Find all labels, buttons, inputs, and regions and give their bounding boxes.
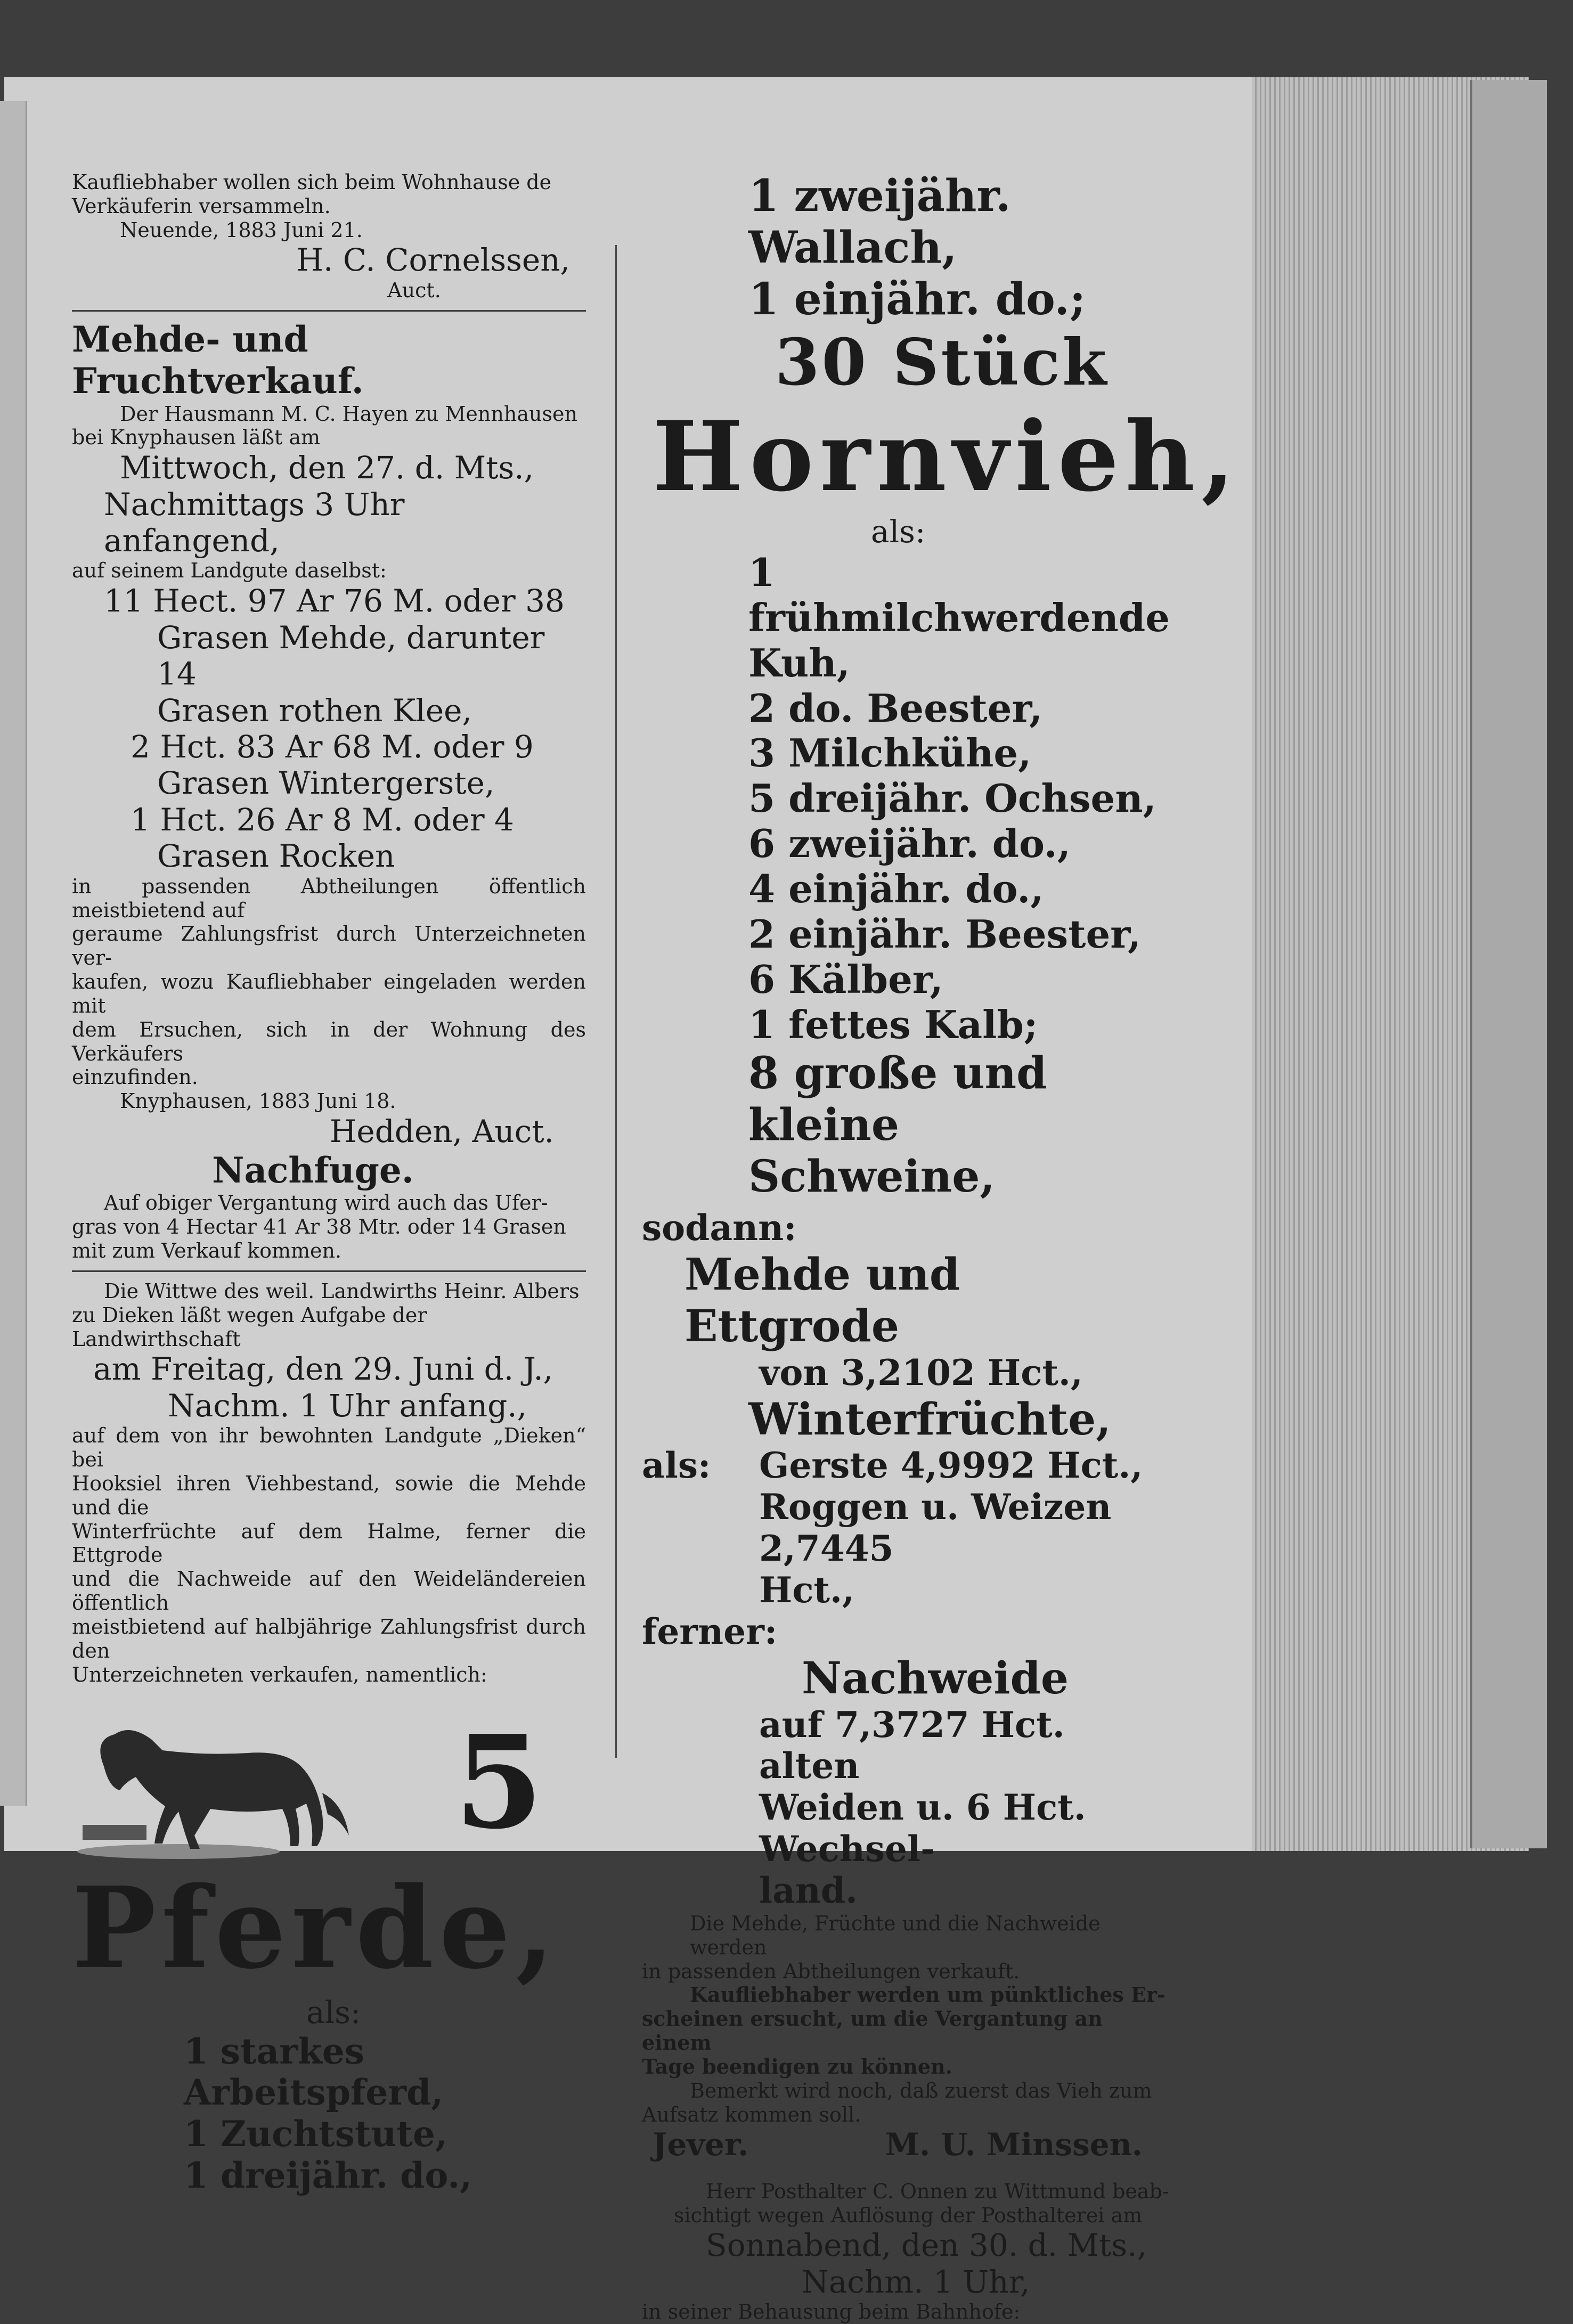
signer-name: M. U. Minssen.: [885, 2126, 1143, 2163]
sale-date: Mittwoch, den 27. d. Mts.,: [120, 450, 534, 486]
grain-item: Gerste 4,9992 Hct.,: [759, 1445, 1143, 1487]
ferner-label: ferner:: [642, 1610, 778, 1652]
cattle-item: 6 Kälber,: [748, 957, 943, 1002]
column-divider: [615, 245, 617, 1758]
mehde-headline: Mehde und Ettgrode: [684, 1249, 960, 1352]
horse-item: 1 dreijähr. do.,: [184, 2155, 472, 2197]
stueck-headline: 30 Stück: [775, 325, 1109, 401]
horse-illustration: [72, 1702, 360, 1862]
land-item: Grasen Mehde, darunter 14: [157, 619, 545, 692]
sale-place: in seiner Behausung beim Bahnhofe:: [642, 2300, 1021, 2324]
note-line: Die Mehde, Früchte und die Nachweide werden: [690, 1911, 1101, 1959]
horse-item: 1 Zuchtstute,: [184, 2113, 447, 2155]
cattle-item: 2 einjähr. Beester,: [748, 911, 1142, 957]
ad-intro: zu Dieken läßt wegen Aufgabe der Landwirthschaft: [72, 1303, 427, 1351]
ad-body-line: Hooksiel ihren Viehbestand, sowie die Mehde und die: [72, 1471, 586, 1519]
sodann-label: sodann:: [642, 1207, 797, 1249]
ad-body-line: kaufen, wozu Kaufliebhaber eingeladen werden mit: [72, 970, 586, 1017]
ad-body-line: in passenden Abtheilungen öffentlich meistbietend auf: [72, 874, 586, 922]
land-item: Grasen rothen Klee,: [157, 692, 472, 729]
pferde-headline: Pferde,: [72, 1862, 560, 1994]
ad-title: Mehde- und Fruchtverkauf.: [72, 318, 364, 402]
left-column: [72, 170, 586, 2197]
mehde-size: von 3,2102 Hct.,: [759, 1351, 1083, 1393]
nachweide-line: auf 7,3727 Hct. alten: [759, 1703, 1065, 1787]
sale-time: Nachmittags 3 Uhr anfangend,: [104, 486, 405, 559]
ad-body-line: auf dem von ihr bewohnten Landgute „Dieken“ bei: [72, 1424, 586, 1472]
nachweide-headline: Nachweide: [802, 1652, 1069, 1704]
cattle-item: 6 zweijähr. do.,: [748, 821, 1071, 867]
section-rule: [642, 2171, 1175, 2172]
book-cover-edge: [1470, 80, 1547, 1848]
sale-place: auf seinem Landgute daselbst:: [72, 559, 387, 583]
winter-headline: Winterfrüchte,: [748, 1393, 1111, 1445]
ad-body-line: dem Ersuchen, sich in der Wohnung des Verkäufers: [72, 1017, 586, 1065]
ad-intro: Die Wittwe des weil. Landwirths Heinr. Albers: [104, 1279, 580, 1303]
land-item: 11 Hect. 97 Ar 76 M. oder 38: [104, 583, 565, 619]
horse-item: 1 starkes Arbeitspferd,: [184, 2030, 444, 2114]
grain-item: Roggen u. Weizen 2,7445: [759, 1486, 1112, 1570]
date-line: Neuende, 1883 Juni 21.: [120, 218, 363, 242]
ad-body-line: Auf obiger Vergantung wird auch das Ufer-: [104, 1191, 548, 1215]
note-line: scheinen ersucht, um die Vergantung an einem: [642, 2007, 1103, 2055]
sale-time: Nachm. 1 Uhr anfang.,: [168, 1387, 527, 1424]
cattle-item: 1 fettes Kalb;: [748, 1002, 1038, 1048]
ad-body-line: geraume Zahlungsfrist durch Unterzeichneten ver-: [72, 922, 586, 970]
cattle-item: 3 Milchkühe,: [748, 730, 1032, 776]
horse-illustration-row: [72, 1702, 586, 1862]
section-rule: [72, 310, 586, 312]
ad-intro: bei Knyphausen läßt am: [72, 426, 321, 450]
land-item: 1 Hct. 26 Ar 8 M. oder 4: [131, 801, 514, 838]
previous-page-edge: [0, 101, 27, 1806]
pig-item: Schweine,: [748, 1151, 996, 1202]
note-line: Tage beendigen zu können.: [642, 2054, 952, 2078]
horse-count: 5: [454, 1707, 543, 1858]
signature-name: H. C. Cornelssen,: [296, 242, 570, 279]
signature-name: Hedden, Auct.: [329, 1113, 554, 1150]
cattle-item: 1 frühmilchwerdende Kuh,: [748, 549, 1170, 686]
ad-body-line: Winterfrüchte auf dem Halme, ferner die Ettgrode: [72, 1519, 586, 1567]
sale-date: Sonnabend, den 30. d. Mts.,: [706, 2227, 1147, 2264]
ad-body-line: Unterzeichneten verkaufen, namentlich:: [72, 1662, 487, 1686]
ad-intro: Der Hausmann M. C. Hayen zu Mennhausen: [120, 402, 577, 426]
als-label: als:: [306, 1994, 361, 2031]
note-line: Bemerkt wird noch, daß zuerst das Vieh zum: [690, 2078, 1152, 2102]
note-line: Aufsatz kommen soll.: [642, 2102, 861, 2126]
grain-row: [642, 1445, 1175, 1487]
ad-body-line: gras von 4 Hectar 41 Ar 38 Mtr. oder 14 Grasen: [72, 1215, 566, 1239]
date-line: Knyphausen, 1883 Juni 18.: [120, 1089, 396, 1113]
land-item: 2 Hct. 83 Ar 68 M. oder 9: [131, 729, 534, 765]
pig-item: 8 große und kleine: [748, 1048, 1047, 1151]
right-column: [642, 170, 1241, 2324]
intro-line: Verkäuferin versammeln.: [72, 194, 331, 218]
ad-intro: Herr Posthalter C. Onnen zu Wittmund beab-: [706, 2179, 1169, 2203]
sale-time: Nachm. 1 Uhr,: [802, 2263, 1030, 2300]
cattle-item: 5 dreijähr. Ochsen,: [748, 776, 1156, 821]
grain-item: Hct.,: [759, 1569, 854, 1611]
section-rule: [72, 1270, 586, 1272]
hornvieh-headline: Hornvieh,: [653, 400, 1241, 513]
als-label: als:: [642, 1445, 711, 1487]
signature-row: [642, 2126, 1175, 2163]
nachweide-line: land.: [759, 1870, 858, 1912]
ad-title: Nachfuge.: [212, 1149, 414, 1191]
ad-body-line: mit zum Verkauf kommen.: [72, 1239, 342, 1263]
intro-line: Kaufliebhaber wollen sich beim Wohnhause de: [72, 170, 552, 194]
signature-title: Auct.: [387, 278, 441, 302]
cattle-item: 4 einjähr. do.,: [748, 866, 1044, 912]
cattle-item: 2 do. Beester,: [748, 685, 1043, 731]
note-line: Kaufliebhaber werden um pünktliches Er-: [690, 1983, 1166, 2007]
livestock-item: 1 zweijähr. Wallach,: [748, 170, 1011, 273]
land-item: Grasen Wintergerste,: [157, 765, 495, 802]
sale-date: am Freitag, den 29. Juni d. J.,: [93, 1351, 553, 1388]
livestock-item: 1 einjähr. do.;: [748, 273, 1086, 325]
ad-body-line: meistbietend auf halbjährige Zahlungsfrist durch den: [72, 1614, 586, 1662]
ad-body-line: einzufinden.: [72, 1065, 198, 1089]
place-name: Jever.: [653, 2126, 749, 2163]
ad-body-line: und die Nachweide auf den Weideländereien öffentlich: [72, 1567, 586, 1615]
ad-intro: sichtigt wegen Auflösung der Posthalterei am: [674, 2203, 1143, 2227]
land-item: Grasen Rocken: [157, 838, 395, 875]
als-label: als:: [871, 513, 926, 550]
note-line: in passenden Abtheilungen verkauft.: [642, 1959, 1020, 1983]
nachweide-line: Weiden u. 6 Hct. Wechsel-: [759, 1787, 1086, 1870]
